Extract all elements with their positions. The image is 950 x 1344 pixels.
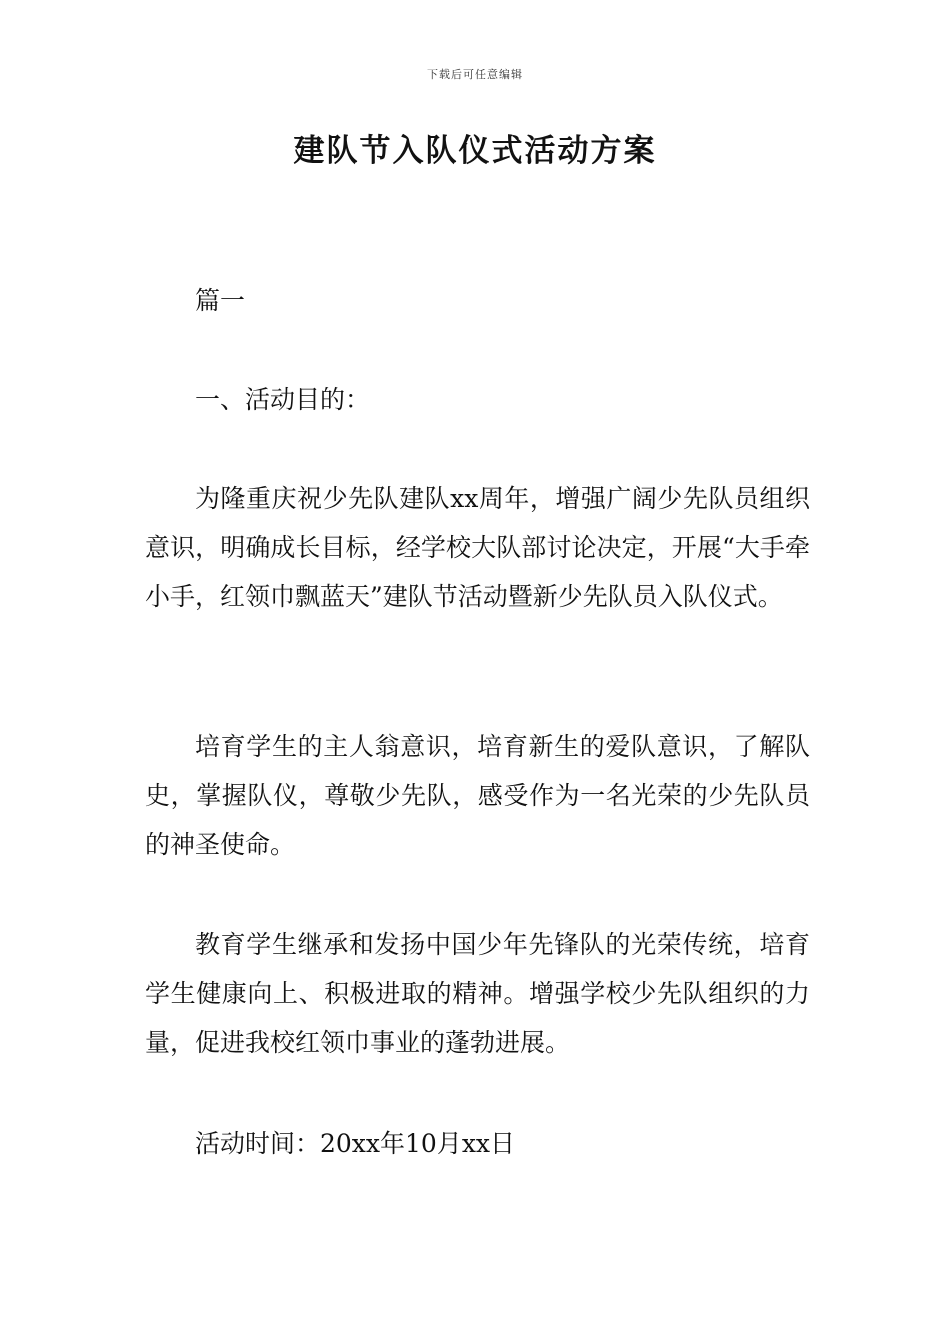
document-title: 建队节入队仪式活动方案 — [293, 133, 657, 169]
section-label: 篇一 — [195, 286, 246, 315]
paragraph: 培育学生的主人翁意识，培育新生的爱队意识，了解队史，掌握队仪，尊敬少先队，感受作为一名光荣的少先队员的神圣使命。 — [145, 732, 810, 859]
paragraph: 为隆重庆祝少先队建队xx周年，增强广阔少先队员组织意识，明确成长目标，经学校大队部讨论决定，开展“大手牵小手，红领巾飘蓝天”建队节活动暨新少先队员入队仪式。 — [145, 484, 810, 611]
activity-time: 活动时间：20xx年10月xx日 — [195, 1129, 516, 1158]
paragraph: 教育学生继承和发扬中国少年先锋队的光荣传统，培育学生健康向上、积极进取的精神。增强学校少先队组织的力量，促进我校红领巾事业的蓬勃进展。 — [145, 930, 810, 1057]
header-note: 下载后可任意编辑 — [427, 68, 523, 81]
section-heading-goal: 一、活动目的： — [195, 385, 371, 414]
